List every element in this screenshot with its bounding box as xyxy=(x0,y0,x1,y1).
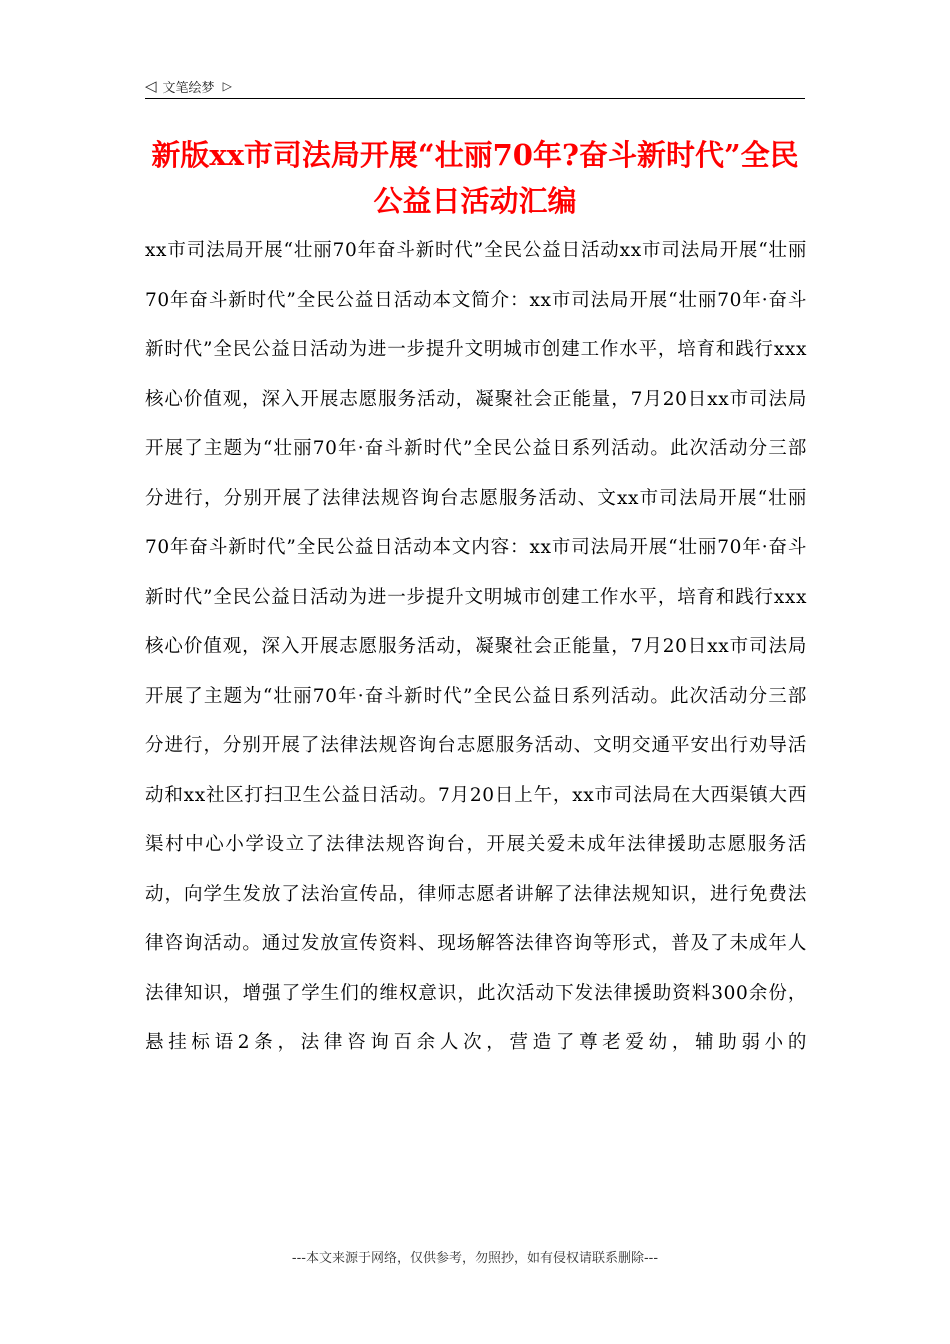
triangle-left-icon: ◁ xyxy=(145,77,157,95)
triangle-right-icon: ▷ xyxy=(222,79,232,93)
brand-name: 文笔绘梦 xyxy=(162,80,215,96)
footer-notice: ---本文来源于网络，仅供参考，勿照抄，如有侵权请联系删除--- xyxy=(291,1251,659,1266)
document-title: 新版xx市司法局开展“壮丽70年?奋斗新时代”全民公益日活动汇编 xyxy=(151,138,799,218)
page-header xyxy=(145,74,805,99)
document-body: xx市司法局开展“壮丽70年奋斗新时代”全民公益日活动xx市司法局开展“壮丽70年奋斗新时代”全民公益日活动本文简介：xx市司法局开展“壮丽70年·奋斗新时代”全民公益日活动为进一步提升文明城市创建工作水平，培育和践行xxx核心价值观，深入开展志愿服务活动，凝聚社会正能量，7月20日xx市司法局开展了主题为“壮丽70年·奋斗新时代”全民公益日系列活动。此次活动分三部分进行，分别开展了法律法规咨询台志愿服务活动、文xx市司法局开展“壮丽70年奋斗新时代”全民公益日活动本文内容：xx市司法局开展“壮丽70年·奋斗新时代”全民公益日活动为进一步提升文明城市创建工作水平，培育和践行xxx核心价值观，深入开展志愿服务活动，凝聚社会正能量，7月20日xx市司法局开展了主题为“壮丽70年·奋斗新时代”全民公益日系列活动。此次活动分三部分进行，分别开展了法律法规咨询台志愿服务活动、文明交通平安出行劝导活动和xx社区打扫卫生公益日活动。7月20日上午，xx市司法局在大西渠镇大西渠村中心小学设立了法律法规咨询台，开展关爱未成年法律援助志愿服务活动，向学生发放了法治宣传品，律师志愿者讲解了法律法规知识，进行免费法律咨询活动。通过发放宣传资料、现场解答法律咨询等形式，普及了未成年人法律知识，增强了学生们的维权意识，此次活动下发法律援助资料300余份，悬挂标语2条，法律咨询百余人次，营造了尊老爱幼，辅助弱小的 xyxy=(145,240,807,1053)
